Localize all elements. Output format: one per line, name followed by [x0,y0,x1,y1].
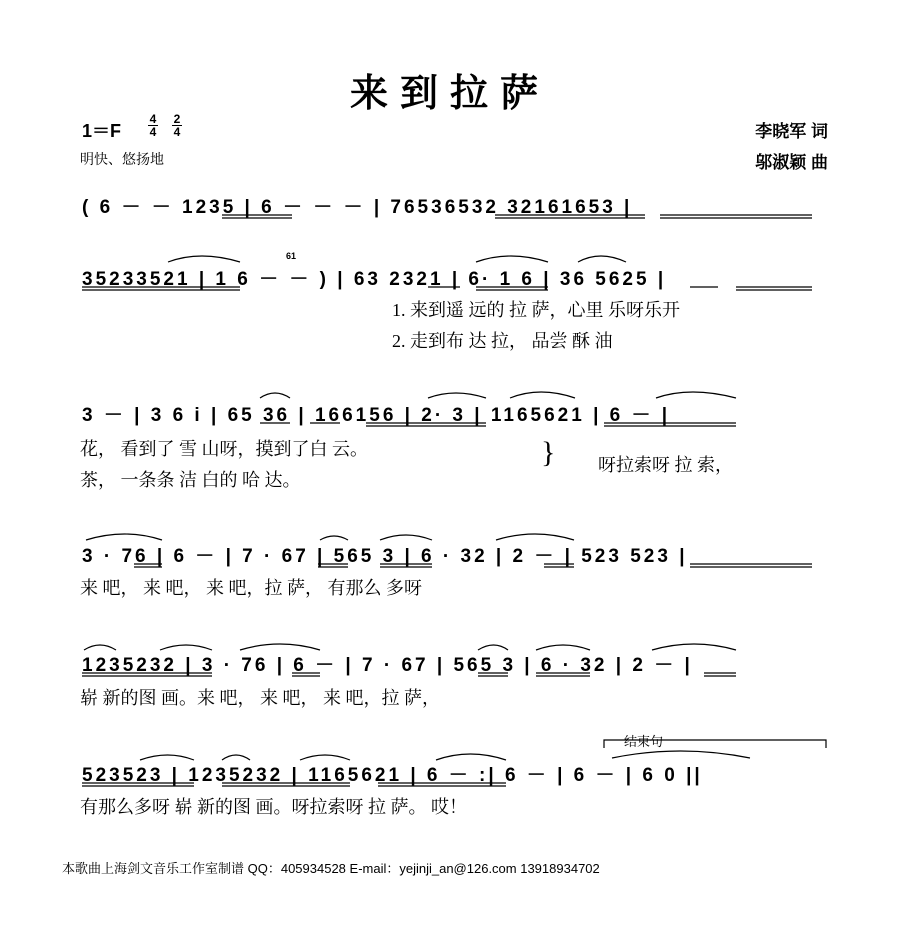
footer-credits: 本歌曲上海剑文音乐工作室制谱 QQ：405934528 E-mail：yejinji_an@126.com 13918934702 [62,861,600,876]
score-row-5: 1235232 | 3 · 76 | 6 － | 7 · 67 | 565 3 | 6 · 32 | 2 － | [82,655,693,676]
verse-brace: } [541,436,556,469]
grace-note: 61 [286,251,297,261]
score-row-4: 3 · 76 | 6 － | 7 · 67 | 565 3 | 6 · 32 | 2 － | 523 523 | [82,546,688,567]
composer: 邬淑颖 曲 [755,153,828,172]
meter-top: 4 [149,112,157,126]
lyric-row-2-verse-2: 2. 走到布 达 拉， 品尝 酥 油 [392,331,613,351]
meter-bottom: 4 [149,125,157,139]
lyric-row-3-shared: 呀拉索呀 拉 索， [598,455,733,475]
key-signature: 1＝F [82,121,122,141]
lyric-row-2-verse-1: 1. 来到遥 远的 拉 萨，心里 乐呀乐开 [392,300,680,320]
lyricist: 李晓军 词 [755,122,828,141]
lyric-row-5: 崭 新的图 画。来 吧， 来 吧， 来 吧，拉 萨， [80,688,440,708]
score-row-2: 35233521 | 1 6 － － ) | 63 2321 | 6· 1 6 | 36 5625 | [82,269,667,290]
lyric-row-4: 来 吧， 来 吧， 来 吧，拉 萨， 有那么 多呀 [80,578,422,598]
lyric-row-6: 有那么多呀 崭 新的图 画。呀拉索呀 拉 萨。 哎！ [80,797,467,817]
song-title: 来到拉萨 [349,73,550,115]
meter-top: 2 [173,112,181,126]
score-row-6: 523523 | 1235232 | 1165621 | 6 － :| 6 － | 6 － | 6 0 || [82,765,703,786]
tempo-marking: 明快、悠扬地 [80,151,164,167]
ending-label: 结束句 [624,734,664,749]
lyric-row-3-verse-2: 茶， 一条条 洁 白的 哈 达。 [80,470,301,490]
score-row-1: ( 6 － － 1235 | 6 － － － | 76536532 32161653 | [82,197,633,218]
meter-bottom: 4 [173,125,181,139]
score-row-3: 3 － | 3 6 i | 65 36 | 166156 | 2· 3 | 1165621 | 6 － | [82,405,671,426]
lyric-row-3-verse-1: 花， 看到了 雪 山呀，摸到了白 云。 [80,439,368,459]
